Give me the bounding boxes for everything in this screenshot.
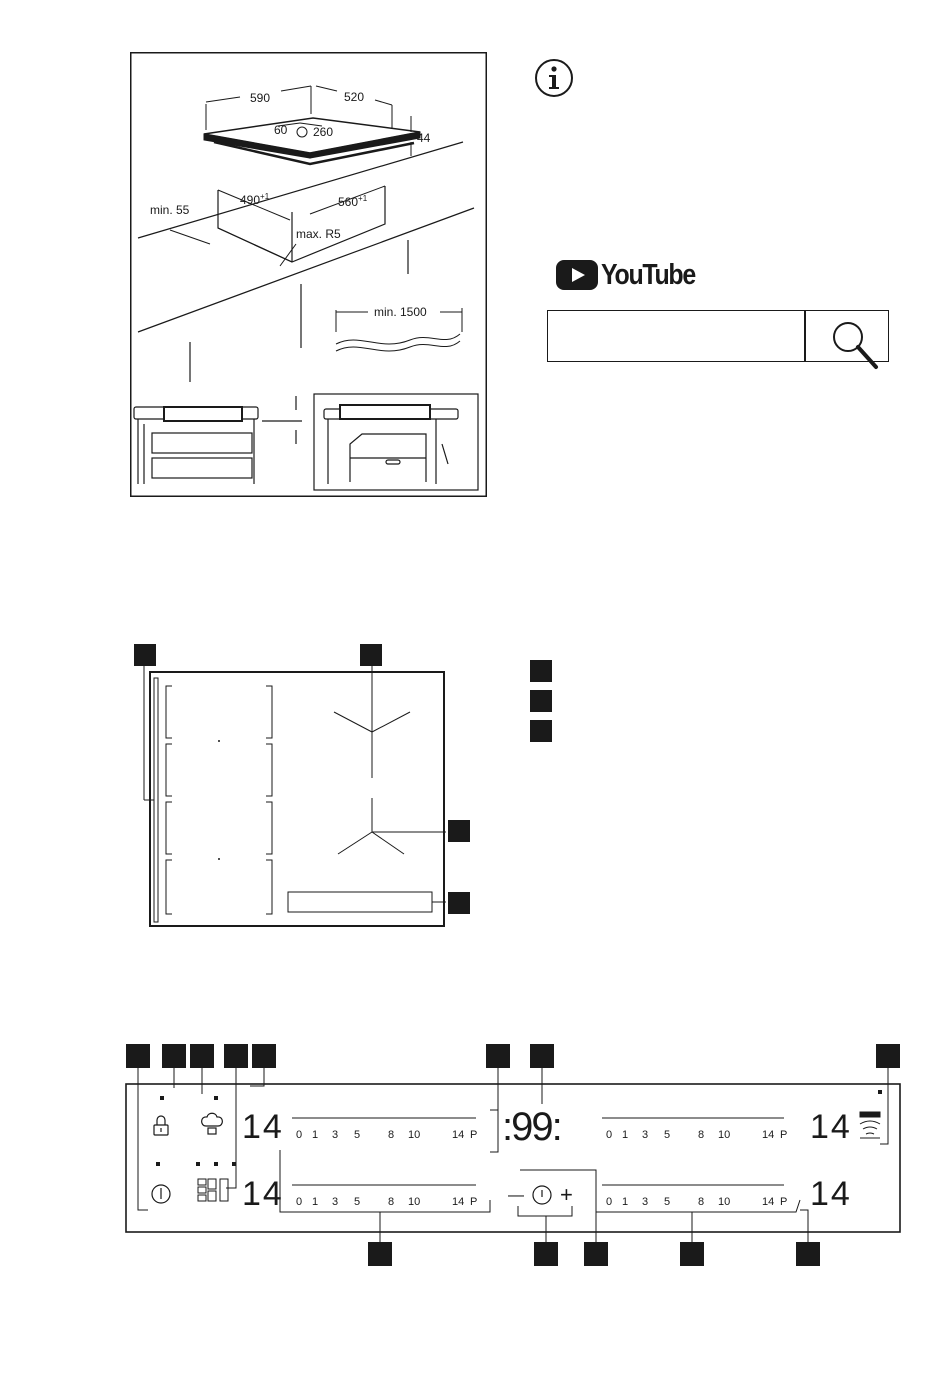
callout-control-panel (448, 892, 470, 914)
dim-cutout-width: $490^{+1}$ (240, 192, 270, 207)
slider-tick-label[interactable]: 5 (354, 1129, 361, 1141)
slider-tick-label[interactable]: 3 (642, 1129, 649, 1141)
callout-slider-left (368, 1242, 392, 1266)
dim-cutout-depth: $560^{+1}$ (338, 194, 368, 209)
legend-callout (530, 690, 552, 712)
search-box[interactable] (547, 310, 889, 362)
hob-frame (150, 672, 444, 926)
callout-bridge-display (224, 1044, 248, 1068)
search-divider (804, 311, 806, 361)
slider-tick-label[interactable]: 14 (762, 1129, 775, 1141)
callout-zone-bottom (448, 820, 470, 842)
level-display-bottom-left: 14 (242, 1175, 284, 1213)
slider-tick-label[interactable]: 10 (718, 1129, 731, 1141)
slider-tick-label[interactable]: P (470, 1129, 478, 1141)
callout-level-display (252, 1044, 276, 1068)
slider-tick-label[interactable]: 8 (698, 1196, 705, 1208)
info-icon (534, 58, 574, 98)
slider-tick-label[interactable]: 0 (606, 1196, 613, 1208)
slider-tick-label[interactable]: 1 (622, 1129, 629, 1141)
dim-back-offset: 260 (313, 125, 334, 139)
dim-height: 44 (417, 131, 431, 145)
slider-tick-label[interactable]: 3 (332, 1196, 339, 1208)
chef-hat-icon (202, 1113, 223, 1134)
timer-plus-button[interactable]: + (560, 1182, 573, 1207)
level-display-bottom-right: 14 (810, 1175, 852, 1213)
callout-bridge-zones (134, 644, 156, 666)
slider-tick-label[interactable]: 3 (642, 1196, 649, 1208)
timer-minus-button[interactable]: — (508, 1187, 524, 1204)
slider-tick-label[interactable]: 14 (452, 1196, 465, 1208)
slider-tick-label[interactable]: 8 (388, 1129, 395, 1141)
slider-tick-label[interactable]: 1 (312, 1196, 319, 1208)
slider-tick-label[interactable]: 5 (664, 1196, 671, 1208)
slider-tick-label[interactable]: 0 (296, 1129, 303, 1141)
dim-depth: 520 (344, 90, 365, 104)
slider-tick-label[interactable]: 0 (606, 1129, 613, 1141)
bridge-display-icon (198, 1179, 228, 1201)
hob-top-view (126, 640, 476, 930)
slider-tick-label[interactable]: 3 (332, 1129, 339, 1141)
callout-lock (162, 1044, 186, 1068)
callout-chef (190, 1044, 214, 1068)
slider-tick-label[interactable]: 1 (312, 1129, 319, 1141)
callout-timer-controls (534, 1242, 558, 1266)
youtube-wordmark: YouTube (601, 258, 695, 291)
timer-icon (533, 1186, 551, 1204)
callout-timer-display (530, 1044, 554, 1068)
search-icon[interactable] (824, 317, 884, 375)
callout-power (126, 1044, 150, 1068)
slider-tick-label[interactable]: P (780, 1129, 788, 1141)
slider-tick-label[interactable]: 10 (408, 1129, 421, 1141)
slider-tick-label[interactable]: 1 (622, 1196, 629, 1208)
callout-timer-line (584, 1242, 608, 1266)
callout-hob2hood (876, 1044, 900, 1068)
play-icon (556, 260, 598, 290)
dim-radius: max. R5 (296, 227, 341, 241)
slider-tick-label[interactable]: 10 (408, 1196, 421, 1208)
callout-zone-top (360, 644, 382, 666)
dim-min-edge: min. 55 (150, 203, 190, 217)
callout-slider-right (680, 1242, 704, 1266)
lock-icon (154, 1116, 168, 1135)
installation-diagram (130, 52, 487, 497)
slider-tick-label[interactable]: 8 (388, 1196, 395, 1208)
dim-cable: min. 1500 (374, 305, 427, 319)
legend-callout (530, 660, 552, 682)
legend-callout (530, 720, 552, 742)
level-display-top-right: 14 (810, 1108, 852, 1146)
slider-tick-label[interactable]: 10 (718, 1196, 731, 1208)
level-display-top-left: 14 (242, 1108, 284, 1146)
timer-display: :99: (502, 1105, 561, 1149)
slider-tick-label[interactable]: 5 (354, 1196, 361, 1208)
callout-p-left (486, 1044, 510, 1068)
hob-hood-icon (860, 1112, 880, 1138)
slider-tick-label[interactable]: 5 (664, 1129, 671, 1141)
callout-p-right (796, 1242, 820, 1266)
dim-width: 590 (250, 91, 271, 105)
dim-front-offset: 60 (274, 123, 288, 137)
youtube-logo (556, 258, 710, 292)
slider-tick-label[interactable]: 8 (698, 1129, 705, 1141)
slider-tick-label[interactable]: P (780, 1196, 788, 1208)
control-panel-diagram (120, 1040, 910, 1270)
slider-tick-label[interactable]: 0 (296, 1196, 303, 1208)
slider-tick-label[interactable]: P (470, 1196, 478, 1208)
slider-tick-label[interactable]: 14 (762, 1196, 775, 1208)
power-icon (152, 1185, 170, 1203)
slider-tick-label[interactable]: 14 (452, 1129, 465, 1141)
